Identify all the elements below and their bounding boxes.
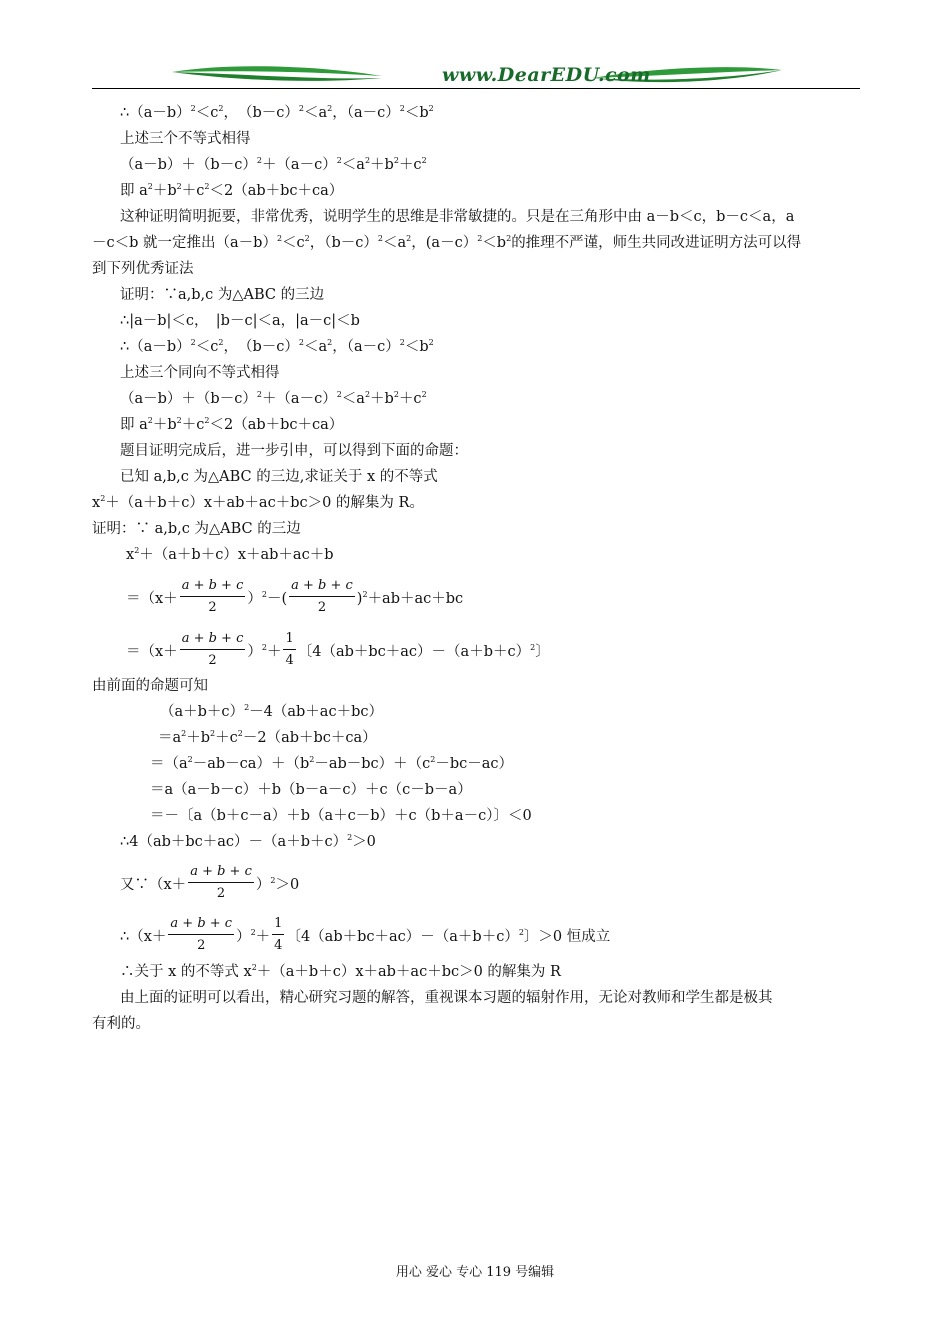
text-line: ∴|a－b|＜c， |b－c|＜a，|a－c|＜b bbox=[120, 313, 360, 329]
text-line: $x^2+(a+b+c)x+ab+ac+b$ bbox=[126, 546, 334, 563]
fraction: $\frac{a + b + c}{2}$ bbox=[181, 578, 244, 615]
page-footer: 用心 爱心 专心 119 号编辑 bbox=[395, 1265, 555, 1280]
fraction: $\frac{1}{4}$ bbox=[285, 631, 294, 668]
text-line: 即 $a^2+b^2+c^2<2(ab+bc+ca)$ bbox=[120, 182, 344, 199]
text-line: $x^2+(a+b+c)x+ab+ac+bc>0$ 的解集为 R。 bbox=[92, 494, 424, 511]
text-line: $(a+b+c)^2-4(ab+ac+bc)$ bbox=[160, 703, 383, 720]
paragraph-line: 由上面的证明可以看出，精心研究习题的解答，重视课本习题的辐射作用，无论对教师和学生都是极其 bbox=[120, 990, 773, 1006]
equation-line: ＝（x＋ $\frac{a + b + c}{2}$ ）$^2$＋ $\frac{1}{4}$ 〔$4(ab+bc+ac)-(a+b+c)^2$〕 bbox=[126, 631, 550, 668]
paragraph-line: 到下列优秀证法 bbox=[92, 261, 194, 277]
text-line: 证明：∵a,b,c 为△ABC 的三边 bbox=[120, 287, 325, 303]
text-line: $\therefore(a-b)^2<c^2$， $(b-c)^2<a^2$，$(a-c)^2<b^2$ bbox=[120, 104, 434, 121]
text-line: $(a-b)+(b-c)^2+(a-c)^2<a^2+b^2+c^2$ bbox=[120, 390, 427, 407]
text-line: 题目证明完成后，进一步引申，可以得到下面的命题： bbox=[120, 443, 468, 459]
text-line: 上述三个同向不等式相得 bbox=[120, 365, 280, 381]
text-line: 上述三个不等式相得 bbox=[120, 131, 251, 147]
text-line: $=a^2+b^2+c^2-2(ab+bc+ca)$ bbox=[158, 729, 377, 746]
text-line: $\therefore 4(ab+bc+ac)-(a+b+c)^2>0$ bbox=[120, 833, 376, 850]
fraction: $\frac{1}{4}$ bbox=[274, 916, 283, 953]
text-line: $(a-b)+(b-c)^2+(a-c)^2<a^2+b^2+c^2$ bbox=[120, 156, 427, 173]
text-line: 即 $a^2+b^2+c^2<2(ab+bc+ca)$ bbox=[120, 416, 344, 433]
paragraph-line: 有利的。 bbox=[92, 1016, 150, 1032]
site-logo-text[interactable]: www.DearEDU.com bbox=[442, 64, 651, 86]
text-line: ＝－〔a（b＋c－a）＋b（a＋c－b）＋c（b＋a－c）〕＜0 bbox=[150, 808, 532, 824]
text-line: 由前面的命题可知 bbox=[92, 678, 208, 694]
site-header-banner bbox=[92, 60, 860, 90]
paragraph-line: －c＜b 就一定推出$(a-b)^2<c^2$，$(b-c)^2<a^2$，$(a-c)^2<b^2$的推理不严谨，师生共同改进证明方法可以得 bbox=[92, 234, 802, 251]
fraction: $\frac{a + b + c}{2}$ bbox=[181, 631, 244, 668]
equation-line: ∴（x＋ $\frac{a + b + c}{2}$ ）$^2$＋ $\frac{1}{4}$ 〔$4(ab+bc+ac)-(a+b+c)^2$〕＞0 恒成立 bbox=[120, 916, 611, 953]
paragraph-line: 这种证明简明扼要，非常优秀，说明学生的思维是非常敏捷的。只是在三角形中由 a－b＜c，b－c＜a，a bbox=[120, 209, 795, 225]
text-line: ∴关于 x 的不等式 $x^2+(a+b+c)x+ab+ac+bc>0$ 的解集为 R bbox=[120, 963, 561, 980]
fraction: $\frac{a + b + c}{2}$ bbox=[291, 578, 353, 615]
fraction: $\frac{a + b + c}{2}$ bbox=[190, 864, 252, 901]
text-line: $\therefore(a-b)^2<c^2$， $(b-c)^2<a^2$，$(a-c)^2<b^2$ bbox=[120, 338, 434, 355]
fraction: $\frac{a + b + c}{2}$ bbox=[170, 916, 233, 953]
text-line: ＝a（a－b－c）＋b（b－a－c）＋c（c－b－a） bbox=[150, 782, 472, 798]
equation-line: 又∵（x＋ $\frac{a + b + c}{2}$ ）$^2$＞0 bbox=[120, 864, 300, 901]
equation-line: ＝（x＋ $\frac{a + b + c}{2}$ ）$^2$－( $\frac{a + b + c}{2}$ )$^2$＋ab＋ac＋bc bbox=[126, 578, 464, 615]
text-line: $=(a^2-ab-ca)+(b^2-ab-bc)+(c^2-bc-ac)$ bbox=[150, 755, 514, 772]
text-line: 证明：∵ a,b,c 为△ABC 的三边 bbox=[92, 521, 301, 537]
header-rule bbox=[92, 88, 860, 89]
text-line: 已知 a,b,c 为△ABC 的三边,求证关于 x 的不等式 bbox=[120, 469, 438, 485]
